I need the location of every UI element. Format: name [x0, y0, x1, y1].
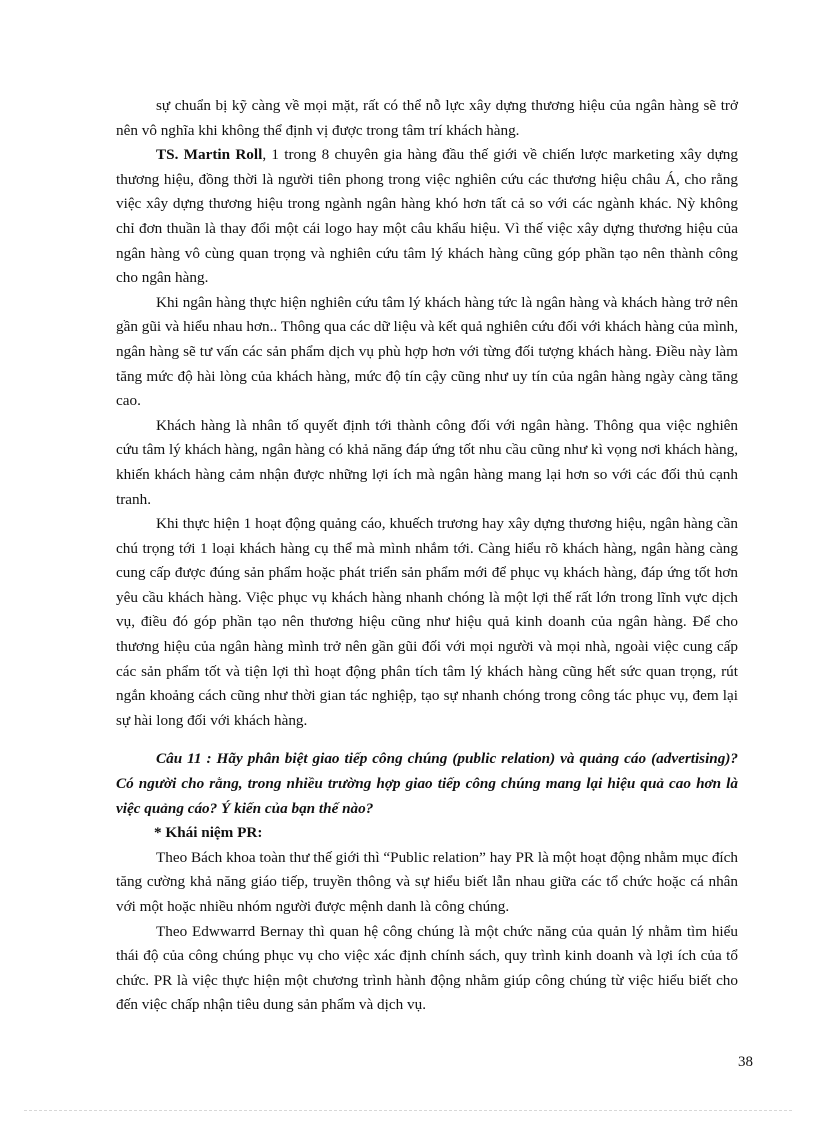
page-bottom-divider: [24, 1110, 792, 1111]
paragraph-7: Theo Edwwarrd Bernay thì quan hệ công chúng là một chức năng của quản lý nhằm tìm hiểu thái độ của công chúng phục vụ cho việc xác định chính sách, quy trình kinh doanh và lợi ích của tổ chức. PR là việc thực hiện một chương trình hành động nhằm giúp công chúng từ việc hiểu biết cho đến việc chấp nhận tiêu dung sản phẩm và dịch vụ.: [116, 922, 738, 1014]
paragraph-4: Khách hàng là nhân tố quyết định tới thành công đối với ngân hàng. Thông qua việc nghiên cứu tâm lý khách hàng, ngân hàng có khả năng đáp ứng tốt nhu cầu cũng như kì vọng nơi khách hàng, khiến khách hàng cảm nhận được những lợi ích mà ngân hàng mang lại hơn so với các đối thủ cạnh tranh.: [116, 416, 738, 508]
paragraph-5: Khi thực hiện 1 hoạt động quảng cáo, khuếch trương hay xây dựng thương hiệu, ngân hàng cần chú trọng tới 1 loại khách hàng cụ thể mà mình nhắm tới. Càng hiểu rõ khách hàng, ngân hàng càng cung cấp được đúng sản phẩm hoặc phát triển sản phẩm mới để phục vụ khách hàng, đáp ứng tốt hơn yêu cầu khách hàng. Việc phục vụ khách hàng nhanh chóng là một lợi thế rất lớn trong lĩnh vực dịch vụ, điều đó góp phần tạo nên thương hiệu cũng như hiệu quả kinh doanh của ngân hàng. Để cho thương hiệu của ngân hàng mình trở nên gần gũi đối với mọi người và mọi nhà, ngoài việc cung cấp các sản phẩm tốt và tiện lợi thì hoạt động phân tích tâm lý khách hàng cũng hết sức quan trọng, rút ngắn khoảng cách cũng như thời gian tác nghiệp, tạo sự nhanh chóng trong công tác phục vụ, đem lại sự hài long đối với khách hàng.: [116, 515, 738, 729]
paragraph-2-text: , 1 trong 8 chuyên gia hàng đầu thế giới về chiến lược marketing xây dựng thương hiệu, đồng thời là người tiên phong trong việc nghiên cứu các thương hiệu châu Á, cho rằng việc xây dựng thương hiệu trong ngành ngân hàng khó hơn tất cả so với các ngành khác. Nỳ không chỉ đơn thuần là thay đổi một cái logo hay một câu khẩu hiệu. Vì thế việc xây dựng thương hiệu của ngân hàng vô cùng quan trọng và nghiên cứu tâm lý khách hàng cũng góp phần tạo nên thành công cho ngân hàng.: [116, 146, 738, 287]
paragraph-2: [116, 143, 738, 291]
paragraph-6: Theo Bách khoa toàn thư thế giới thì “Public relation” hay PR là một hoạt động nhằm mục đích tăng cường khả năng giáo tiếp, truyền thông và sự hiểu biết lẫn nhau giữa các tổ chức hoặc cá nhân với một hoặc nhiều nhóm người được mệnh danh là công chúng.: [116, 848, 738, 915]
question-heading: Câu 11 : Hãy phân biệt giao tiếp công chúng (public relation) và quảng cáo (advertising)? Có người cho rằng, trong nhiều trường hợp giao tiếp công chúng mang lại hiệu quả cao hơn là việc quảng cáo? Ý kiến của bạn thế nào?: [116, 750, 738, 817]
page-number: 38: [738, 1054, 753, 1070]
concept-heading: * Khái niệm PR:: [154, 824, 263, 842]
page-body: [116, 94, 738, 1018]
paragraph-3: Khi ngân hàng thực hiện nghiên cứu tâm lý khách hàng tức là ngân hàng và khách hàng trở nên gần gũi và hiểu nhau hơn.. Thông qua các dữ liệu và kết quả nghiên cứu đối với khách hàng của mình, ngân hàng sẽ tư vấn các sản phẩm dịch vụ phù hợp hơn với từng đối tượng khách hàng. Điều này làm tăng mức độ hài lòng của khách hàng, mức độ tín cậy cũng như uy tín của ngân hàng ngày càng tăng cao.: [116, 293, 738, 410]
author-name: TS. Martin Roll: [156, 146, 263, 164]
section-spacer: [116, 733, 738, 747]
paragraph-1: sự chuẩn bị kỹ càng về mọi mặt, rất có thể nỗ lực xây dựng thương hiệu của ngân hàng sẽ trở nên vô nghĩa khi không thể định vị được trong tâm trí khách hàng.: [116, 97, 738, 139]
